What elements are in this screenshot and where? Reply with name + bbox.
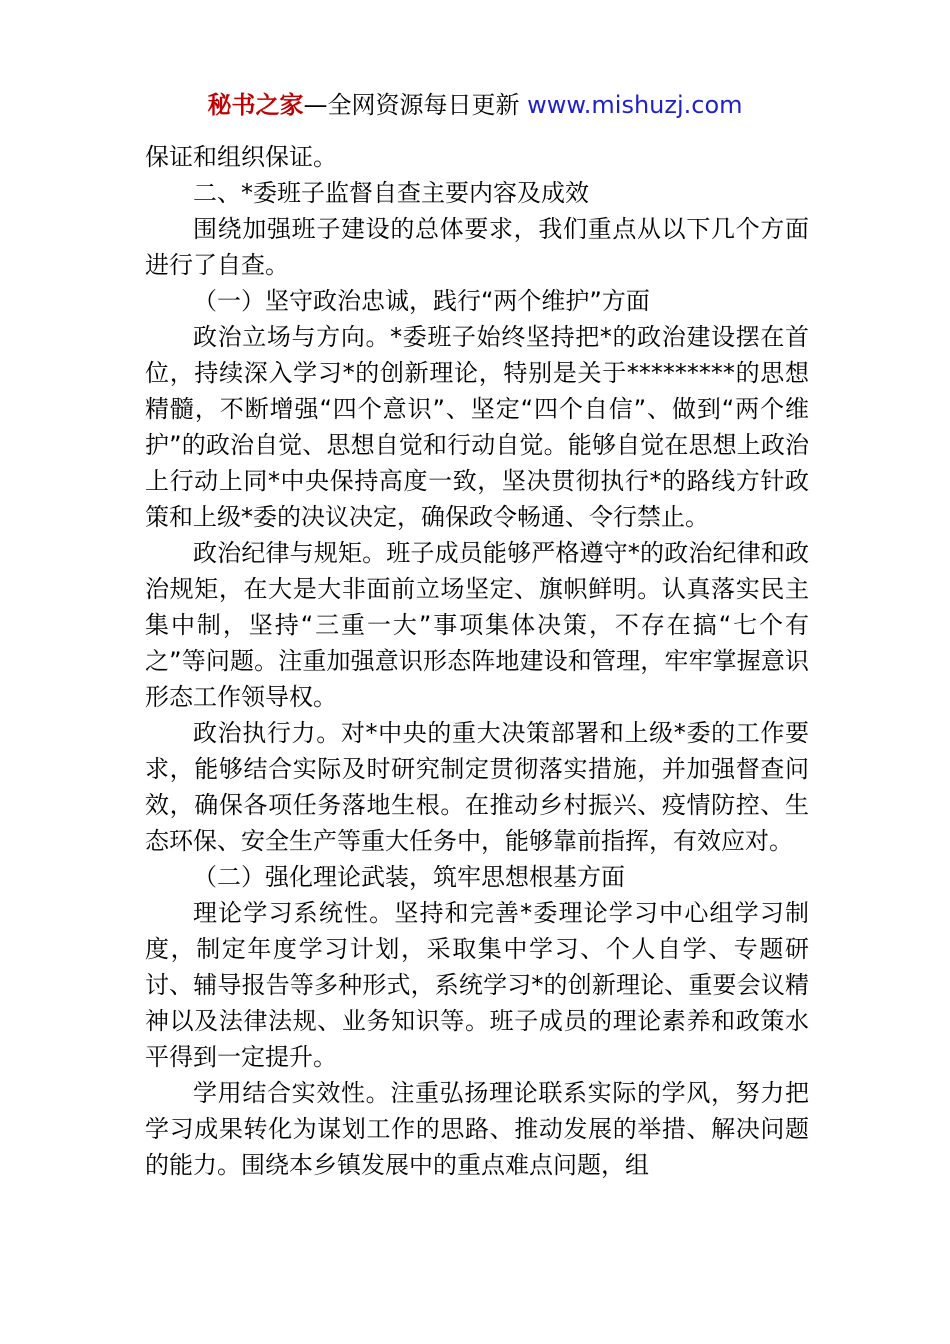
document-body [145,139,809,1183]
paragraph: 围绕加强班子建设的总体要求，我们重点从以下几个方面进行了自查。 [145,215,809,279]
site-url-link[interactable]: www.mishuzj.com [527,91,743,119]
site-brand: 秘书之家 [207,91,304,119]
subsection-heading: （一）坚守政治忠诚，践行“两个维护”方面 [193,287,650,315]
paragraph: 理论学习系统性。坚持和完善*委理论学习中心组学习制度，制定年度学习计划，采取集中学习、个人自学、专题研讨、辅导报告等多种形式，系统学习*的创新理论、重要会议精神以及法律法规、业务知识等。班子成员的理论素养和政策水平得到一定提升。 [145,899,809,1071]
site-tagline: —全网资源每日更新 [303,91,528,119]
paragraph: 政治纪律与规矩。班子成员能够严格遵守*的政治纪律和政治规矩，在大是大非面前立场坚定、旗帜鲜明。认真落实民主集中制，坚持“三重一大”事项集体决策，不存在搞“七个有之”等问题。注重加强意识形态阵地建设和管理，牢牢掌握意识形态工作领导权。 [145,539,809,711]
paragraph: 政治立场与方向。*委班子始终坚持把*的政治建设摆在首位，持续深入学习*的创新理论，特别是关于*********的思想精髓，不断增强“四个意识”、坚定“四个自信”、做到“两个维护”的政治自觉、思想自觉和行动自觉。能够自觉在思想上政治上行动上同*中央保持高度一致，坚决贯彻执行*的路线方针政策和上级*委的决议决定，确保政令畅通、令行禁止。 [145,323,809,531]
paragraph: 学用结合实效性。注重弘扬理论联系实际的学风，努力把学习成果转化为谋划工作的思路、推动发展的举措、解决问题的能力。围绕本乡镇发展中的重点难点问题，组 [145,1079,809,1179]
paragraph: 政治执行力。对*中央的重大决策部署和上级*委的工作要求，能够结合实际及时研究制定贯彻落实措施，并加强督查问效，确保各项任务落地生根。在推动乡村振兴、疫情防控、生态环保、安全生产等重大任务中，能够靠前指挥，有效应对。 [145,719,809,855]
site-header [0,88,950,122]
subsection-heading: （二）强化理论武装，筑牢思想根基方面 [193,863,625,891]
paragraph-continuation: 保证和组织保证。 [145,143,337,171]
section-heading: 二、*委班子监督自查主要内容及成效 [193,179,589,207]
